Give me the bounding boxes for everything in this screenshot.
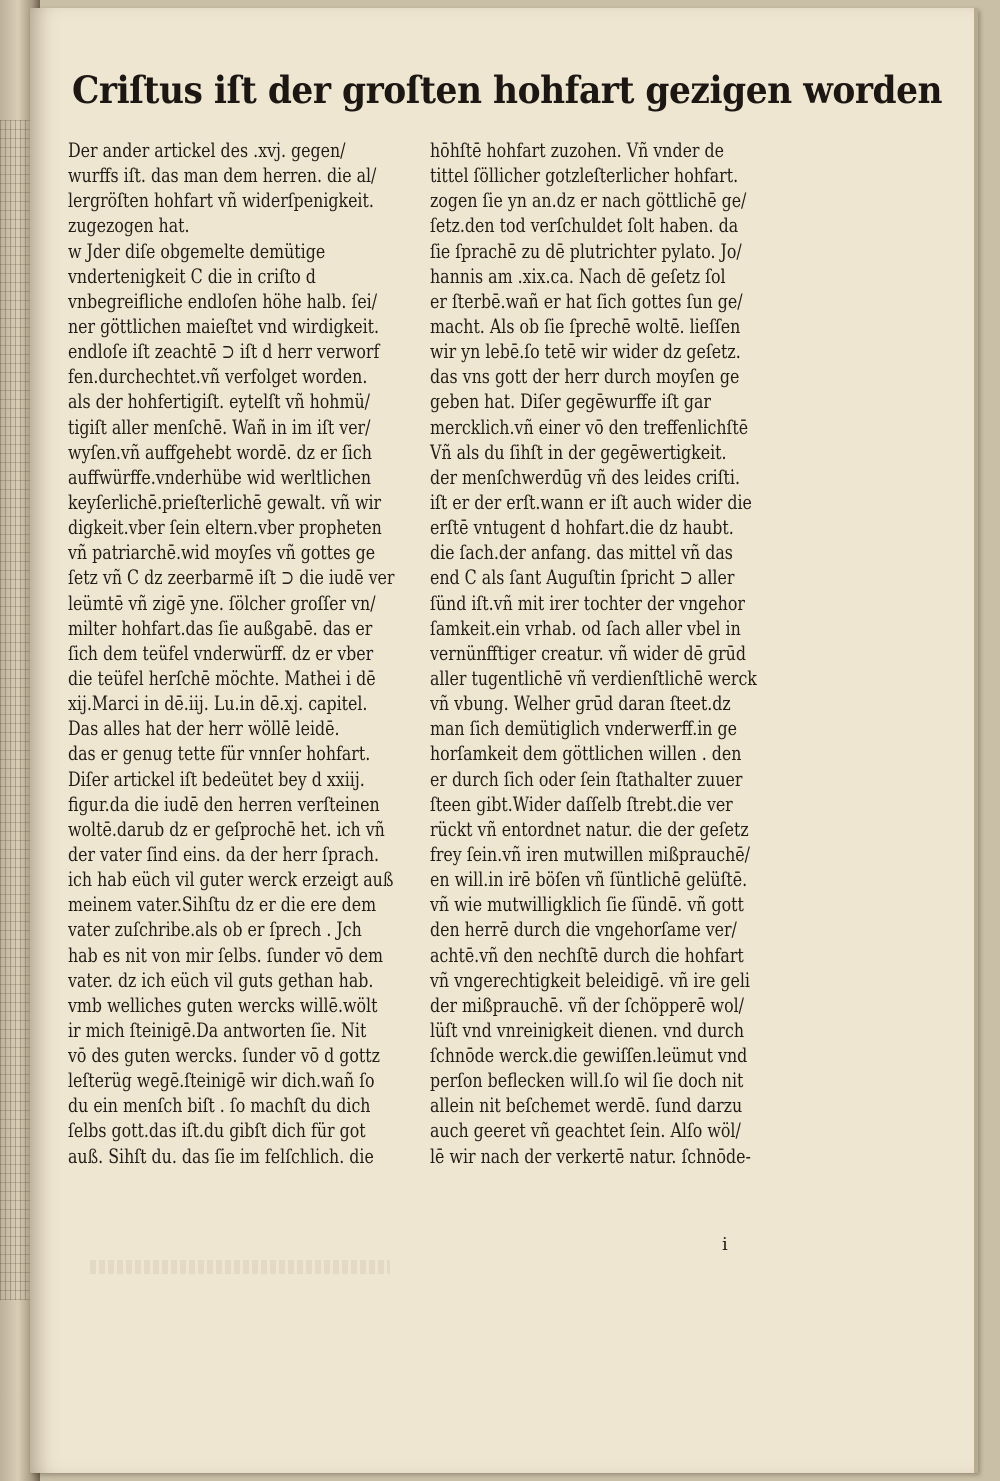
- text-line: wyſen.vñ auffgehebt wordē. dz er ſich: [68, 440, 372, 464]
- text-line: Das alles hat der herr wöllē leidē.: [68, 717, 340, 741]
- text-line: rückt vñ entordnet natur. die der geſetz: [430, 817, 749, 841]
- text-line: der mißprauchē. vñ der ſchöpperē wol/: [430, 993, 744, 1017]
- text-line: Diſer artickel iſt bedeütet bey d xxiij.: [68, 767, 365, 791]
- text-line: vater zuſchribe.als ob er ſprech . Jch: [68, 918, 362, 942]
- text-line: frey ſein.vñ iren mutwillen mißprauchē/: [430, 842, 750, 866]
- text-line: digkeit.vber ſein eltern.vber propheten: [68, 516, 382, 540]
- text-line: ſamkeit.ein vrhab. od ſach aller vbel in: [430, 616, 741, 640]
- text-line: erſtē vntugent d hohfart.die dz haubt.: [430, 516, 734, 540]
- text-line: hōhſtē hohfart zuzohen. Vñ vnder de: [430, 139, 724, 162]
- text-column-left: [68, 138, 418, 1169]
- text-line: achtē.vñ den nechſtē durch die hohfart: [430, 943, 744, 967]
- text-line: das vns gott der herr durch moyſen ge: [430, 365, 740, 389]
- text-line: der menſchwerdūg vñ des leides criſti.: [430, 465, 740, 489]
- text-line: ſich dem teüfel vnderwürff. dz er vber: [68, 641, 374, 665]
- text-line: ſteen gibt.Wider daſſelb ſtrebt.die ver: [430, 792, 733, 816]
- text-line: wir yn lebē.ſo tetē wir wider dz geſetz.: [430, 340, 741, 364]
- text-line: lē wir nach der verkertē natur. ſchnōde-: [430, 1144, 751, 1168]
- text-line: ſelbs gott.das iſt.du gibſt dich für got: [68, 1119, 366, 1143]
- text-line: zugezogen hat.: [68, 214, 190, 238]
- text-line: man ſich demütiglich vnderwerff.in ge: [430, 717, 738, 741]
- text-line: als der hohfertigiſt. eytelſt vñ hohmü/: [68, 390, 371, 414]
- text-line: vndertenigkeit C die in criſto d: [68, 264, 316, 288]
- text-line: die ſach.der anfang. das mittel vñ das: [430, 541, 733, 565]
- text-line: zogen ſie yn an.dz er nach göttlichē ge/: [430, 189, 747, 213]
- text-line: lergröſten hohfart vñ widerſpenigkeit.: [68, 189, 374, 213]
- text-line: perſon beflecken will.ſo wil ſie doch nit: [430, 1069, 744, 1093]
- text-line: ſetz.den tod verſchuldet ſolt haben. da: [430, 214, 739, 238]
- text-line: mercklich.vñ einer vō den treffenlichſtē: [430, 415, 749, 439]
- text-line: leſterüg wegē.ſteinigē wir dich.wañ ſo: [68, 1069, 375, 1093]
- text-line: auß. Sihſt du. das ſie im felſchlich. die: [68, 1144, 374, 1168]
- text-line: fen.durchechtet.vñ verfolget worden.: [68, 365, 368, 389]
- text-column-right: [430, 138, 775, 1169]
- text-line: vmb welliches guten wercks willē.wölt: [68, 993, 378, 1017]
- text-line: meinem vater.Sihſtu dz er die ere dem: [68, 893, 377, 917]
- text-line: end C als ſant Auguſtin ſpricht ⊃ aller: [430, 566, 735, 590]
- text-line: ſünd iſt.vñ mit irer tochter der vngehor: [430, 591, 745, 615]
- text-line: hannis am .xix.ca. Nach dē geſetz ſol: [430, 264, 726, 288]
- text-line: xij.Marci in dē.iij. Lu.in dē.xj. capitel.: [68, 692, 368, 716]
- text-line: ich hab eüch vil guter werck erzeigt auß: [68, 868, 394, 892]
- text-line: Vñ als du ſihſt in der gegēwertigkeit.: [430, 440, 727, 464]
- text-line: ir mich ſteinigē.Da antworten ſie. Nit: [68, 1018, 367, 1042]
- text-line: vñ patriarchē.wid moyſes vñ gottes ge: [68, 541, 376, 565]
- text-line: ſie ſprachē zu dē plutrichter pylato. Jo/: [430, 239, 742, 263]
- text-line: er durch ſich oder ſein ſtathalter zuuer: [430, 767, 743, 791]
- text-line: das er genug tette für vnnſer hohfart.: [68, 742, 371, 766]
- text-line: vater. dz ich eüch vil guts gethan hab.: [68, 968, 374, 992]
- text-line: vō des guten wercks. ſunder vō d gottz: [68, 1044, 380, 1068]
- text-line: en will.in irē böſen vñ ſüntlichē gelüſtē.: [430, 868, 748, 892]
- page-edge: [974, 8, 978, 1473]
- facing-page-woodcut: [0, 120, 30, 1300]
- text-line: keyſerlichē.prieſterlichē gewalt. vñ wir: [68, 490, 382, 514]
- text-line: figur.da die iudē den herren verſteinen: [68, 792, 380, 816]
- signature-mark: i: [722, 1234, 728, 1255]
- text-line: vñ vngerechtigkeit beleidigē. vñ ire geli: [430, 968, 750, 992]
- text-line: wurffs iſt. das man dem herren. die al/: [68, 164, 377, 188]
- text-line: woltē.darub dz er geſprochē het. ich vñ: [68, 817, 385, 841]
- text-line: Der ander artickel des .xvj. gegen/: [68, 139, 346, 162]
- text-line: vñ vbung. Welher grūd daran ſteet.dz: [430, 692, 731, 716]
- text-line: auch geeret vñ geachtet ſein. Alſo wöl/: [430, 1119, 741, 1143]
- text-line: vnbegreifliche endloſen höhe halb. ſei/: [68, 289, 378, 313]
- text-line: tigiſt aller menſchē. Wañ in im iſt ver/: [68, 415, 371, 439]
- text-line: aller tugentlichē vñ verdienſtlichē werck: [430, 666, 757, 690]
- text-line: die teüfel herſchē möchte. Mathei i dē: [68, 666, 376, 690]
- text-line: milter hohfart.das ſie außgabē. das er: [68, 616, 373, 640]
- text-line: leümtē vñ zigē yne. ſölcher groſſer vn/: [68, 591, 376, 615]
- text-line: w Jder diſe obgemelte demütige: [68, 239, 326, 263]
- text-line: endloſe iſt zeachtē ⊃ iſt d herr verworf: [68, 340, 380, 364]
- text-line: horſamkeit dem göttlichen willen . den: [430, 742, 742, 766]
- ink-offset-smudge: [90, 1260, 390, 1274]
- text-line: lüſt vnd vnreinigkeit dienen. vnd durch: [430, 1018, 745, 1042]
- text-line: ner göttlichen maieſtet vnd wirdigkeit.: [68, 314, 380, 338]
- text-line: auffwürffe.vnderhübe wid werltlichen: [68, 465, 372, 489]
- text-line: er ſterbē.wañ er hat ſich gottes ſun ge/: [430, 289, 743, 313]
- text-line: du ein menſch biſt . ſo machſt du dich: [68, 1094, 371, 1118]
- text-line: hab es nit von mir ſelbs. ſunder vō dem: [68, 943, 383, 967]
- text-line: ſchnōde werck.die gewiſſen.leümut vnd: [430, 1044, 748, 1068]
- text-line: der vater ſind eins. da der herr ſprach.: [68, 842, 380, 866]
- text-line: iſt er der erſt.wann er iſt auch wider die: [430, 490, 752, 514]
- text-line: vñ wie mutwilligklich ſie ſündē. vñ gott: [430, 893, 744, 917]
- text-line: den herrē durch die vngehorſame ver/: [430, 918, 737, 942]
- text-line: vernünfftiger creatur. vñ wider dē grūd: [430, 641, 746, 665]
- page-heading: Criſtus iſt der groſten hohfart gezigen worden: [72, 68, 943, 112]
- text-line: ſetz vñ C dz zeerbarmē iſt ⊃ die iudē ver: [68, 566, 395, 590]
- text-line: macht. Als ob ſie ſprechē woltē. lieſſen: [430, 314, 741, 338]
- text-line: tittel ſöllicher gotzleſterlicher hohfart.: [430, 164, 739, 188]
- text-line: geben hat. Diſer gegēwurffe iſt gar: [430, 390, 711, 414]
- text-line: allein nit beſchemet werdē. ſund darzu: [430, 1094, 743, 1118]
